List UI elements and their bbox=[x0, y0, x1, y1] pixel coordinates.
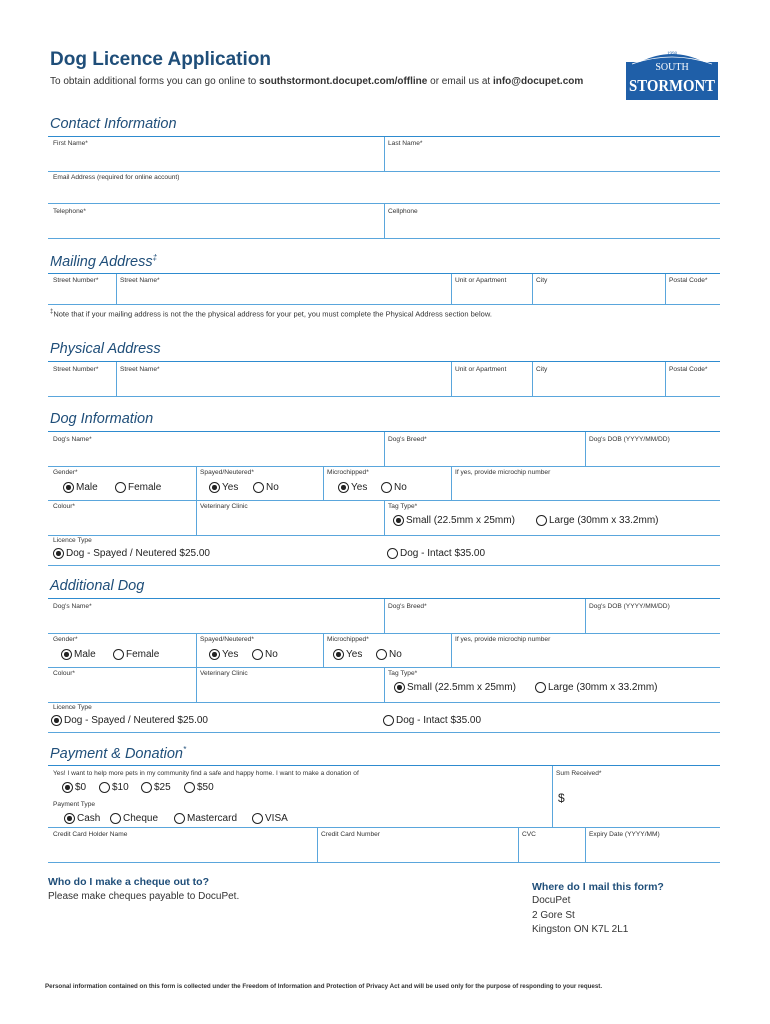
cheque-question: Who do I make a cheque out to? bbox=[48, 876, 210, 888]
dog2-microchip-number-field[interactable]: If yes, provide microchip number bbox=[455, 636, 551, 643]
payment-cheque-option[interactable]: Cheque bbox=[110, 813, 158, 824]
microchipped-no-option[interactable]: No bbox=[381, 482, 407, 493]
field-divider bbox=[116, 362, 117, 396]
row-line bbox=[48, 466, 720, 467]
cvc-field[interactable]: CVC bbox=[522, 831, 536, 838]
dog2-dob-field[interactable]: Dog's DOB (YYYY/MM/DD) bbox=[589, 603, 670, 610]
dog2-gender-male-option[interactable]: Male bbox=[61, 649, 96, 660]
payment-visa-option[interactable]: VISA bbox=[252, 813, 288, 824]
field-divider bbox=[585, 432, 586, 466]
spayed-yes-option[interactable]: Yes bbox=[209, 482, 238, 493]
dog-breed-field[interactable]: Dog's Breed* bbox=[388, 436, 427, 443]
radio-selected-icon[interactable] bbox=[333, 649, 344, 660]
row-line bbox=[48, 535, 720, 536]
field-divider bbox=[665, 274, 666, 304]
dog2-name-field[interactable]: Dog's Name* bbox=[53, 603, 92, 610]
expiry-date-field[interactable]: Expiry Date (YYYY/MM) bbox=[589, 831, 660, 838]
field-divider bbox=[196, 467, 197, 500]
mail-question: Where do I mail this form? bbox=[532, 881, 664, 893]
physical-divider bbox=[48, 361, 720, 362]
microchip-number-field[interactable]: If yes, provide microchip number bbox=[455, 469, 551, 476]
radio-icon[interactable] bbox=[535, 682, 546, 693]
radio-selected-icon[interactable] bbox=[338, 482, 349, 493]
radio-selected-icon[interactable] bbox=[53, 548, 64, 559]
tag-type-label: Tag Type* bbox=[388, 503, 418, 510]
dog2-spayed-yes-option[interactable]: Yes bbox=[209, 649, 238, 660]
dog2-tag-small-option[interactable]: Small (22.5mm x 25mm) bbox=[394, 682, 516, 693]
tag-large-option[interactable]: Large (30mm x 33.2mm) bbox=[536, 515, 658, 526]
privacy-disclaimer: Personal information contained on this form is collected under the Freedom of Information and Protection of Privacy Act and will be used only for the purpose of responding to your request. bbox=[45, 983, 603, 990]
donation-0-option[interactable]: $0 bbox=[62, 782, 86, 793]
field-divider bbox=[532, 362, 533, 396]
gender-label: Gender* bbox=[53, 469, 78, 476]
microchipped-label: Microchipped* bbox=[327, 469, 369, 476]
field-divider bbox=[196, 634, 197, 667]
donation-25-option[interactable]: $25 bbox=[141, 782, 171, 793]
field-divider bbox=[384, 599, 385, 633]
field-divider bbox=[384, 204, 385, 238]
field-divider bbox=[585, 599, 586, 633]
microchipped-yes-option[interactable]: Yes bbox=[338, 482, 367, 493]
dog2-microchipped-yes-option[interactable]: Yes bbox=[333, 649, 362, 660]
radio-selected-icon[interactable] bbox=[209, 649, 220, 660]
first-name-field[interactable]: First Name* bbox=[53, 140, 88, 147]
radio-icon[interactable] bbox=[99, 782, 110, 793]
cheque-answer: Please make cheques payable to DocuPet. bbox=[48, 891, 240, 902]
field-divider bbox=[384, 137, 385, 171]
gender-female-option[interactable]: Female bbox=[115, 482, 161, 493]
field-divider bbox=[451, 274, 452, 304]
card-number-field[interactable]: Credit Card Number bbox=[321, 831, 380, 838]
cellphone-field[interactable]: Cellphone bbox=[388, 208, 418, 215]
radio-icon[interactable] bbox=[536, 515, 547, 526]
radio-icon[interactable] bbox=[113, 649, 124, 660]
dog2-licence-spayed-option[interactable]: Dog - Spayed / Neutered $25.00 bbox=[51, 715, 208, 726]
radio-icon[interactable] bbox=[383, 715, 394, 726]
vet-clinic-field[interactable]: Veterinary Clinic bbox=[200, 503, 248, 510]
dog2-gender-label: Gender* bbox=[53, 636, 78, 643]
field-divider bbox=[323, 467, 324, 500]
mail-address-line2: 2 Gore St bbox=[532, 910, 575, 921]
field-divider bbox=[116, 274, 117, 304]
radio-selected-icon[interactable] bbox=[63, 482, 74, 493]
sum-received-label: Sum Received* bbox=[556, 770, 602, 777]
field-divider bbox=[323, 634, 324, 667]
dog2-tag-large-option[interactable]: Large (30mm x 33.2mm) bbox=[535, 682, 657, 693]
intro-text: To obtain additional forms you can go online to southstormont.docupet.com/offline or email us at info@docupet.com bbox=[50, 76, 584, 87]
last-name-field[interactable]: Last Name* bbox=[388, 140, 423, 147]
dog2-colour-field[interactable]: Colour* bbox=[53, 670, 75, 677]
radio-selected-icon[interactable] bbox=[51, 715, 62, 726]
row-line bbox=[48, 396, 720, 397]
payment-type-label: Payment Type bbox=[53, 801, 96, 808]
licence-intact-option[interactable]: Dog - Intact $35.00 bbox=[387, 548, 485, 559]
telephone-field[interactable]: Telephone* bbox=[53, 208, 86, 215]
dog2-licence-intact-option[interactable]: Dog - Intact $35.00 bbox=[383, 715, 481, 726]
radio-selected-icon[interactable] bbox=[61, 649, 72, 660]
physical-section-title: Physical Address bbox=[50, 341, 161, 357]
donation-label: Yes! I want to help more pets in my community find a safe and happy home. I want to make a donation of bbox=[53, 770, 359, 777]
dog2-gender-female-option[interactable]: Female bbox=[113, 649, 159, 660]
field-divider bbox=[451, 362, 452, 396]
dog2-vet-clinic-field[interactable]: Veterinary Clinic bbox=[200, 670, 248, 677]
licence-spayed-option[interactable]: Dog - Spayed / Neutered $25.00 bbox=[53, 548, 210, 559]
mailing-section-title: Mailing Address‡ bbox=[50, 253, 158, 270]
additional-dog-section-title: Additional Dog bbox=[50, 578, 145, 594]
radio-icon[interactable] bbox=[115, 482, 126, 493]
row-line bbox=[48, 827, 720, 828]
logo-south: SOUTH bbox=[655, 62, 689, 73]
licence-type-label: Licence Type bbox=[53, 537, 92, 544]
field-divider bbox=[451, 634, 452, 667]
radio-selected-icon[interactable] bbox=[394, 682, 405, 693]
spayed-label: Spayed/Neutered* bbox=[200, 469, 254, 476]
sum-received-field[interactable]: $ bbox=[558, 791, 565, 805]
mailing-divider bbox=[48, 273, 720, 274]
card-holder-field[interactable]: Credit Card Holder Name bbox=[53, 831, 128, 838]
radio-icon[interactable] bbox=[174, 813, 185, 824]
dog2-microchipped-no-option[interactable]: No bbox=[376, 649, 402, 660]
radio-icon[interactable] bbox=[252, 649, 263, 660]
payment-divider bbox=[48, 765, 720, 766]
row-line bbox=[48, 732, 720, 733]
logo-year: 1998 bbox=[667, 52, 677, 57]
field-divider bbox=[196, 668, 197, 702]
field-divider bbox=[384, 501, 385, 535]
radio-icon[interactable] bbox=[110, 813, 121, 824]
dog2-spayed-label: Spayed/Neutered* bbox=[200, 636, 254, 643]
row-line bbox=[48, 862, 720, 863]
spayed-no-option[interactable]: No bbox=[253, 482, 279, 493]
email-link[interactable]: info@docupet.com bbox=[492, 76, 584, 87]
radio-icon[interactable] bbox=[252, 813, 263, 824]
payment-mastercard-option[interactable]: Mastercard bbox=[174, 813, 237, 824]
contact-section-title: Contact Information bbox=[50, 116, 177, 132]
logo-stormont: STORMONT bbox=[629, 76, 716, 95]
field-divider bbox=[451, 467, 452, 500]
dog2-breed-field[interactable]: Dog's Breed* bbox=[388, 603, 427, 610]
radio-selected-icon[interactable] bbox=[62, 782, 73, 793]
physical-street-number-field[interactable]: Street Number* bbox=[53, 366, 99, 373]
radio-icon[interactable] bbox=[141, 782, 152, 793]
form-title: Dog Licence Application bbox=[50, 49, 271, 70]
physical-unit-field[interactable]: Unit or Apartment bbox=[455, 366, 507, 373]
mailing-street-name-field[interactable]: Street Name* bbox=[120, 277, 160, 284]
mailing-city-field[interactable]: City bbox=[536, 277, 548, 284]
row-line bbox=[48, 304, 720, 305]
dog2-microchipped-label: Microchipped* bbox=[327, 636, 369, 643]
mailing-unit-field[interactable]: Unit or Apartment bbox=[455, 277, 507, 284]
field-divider bbox=[665, 362, 666, 396]
radio-selected-icon[interactable] bbox=[393, 515, 404, 526]
row-line bbox=[48, 171, 720, 172]
field-divider bbox=[196, 501, 197, 535]
row-line bbox=[48, 633, 720, 634]
dog-section-title: Dog Information bbox=[50, 411, 154, 427]
field-divider bbox=[384, 668, 385, 702]
tag-small-option[interactable]: Small (22.5mm x 25mm) bbox=[393, 515, 515, 526]
radio-icon[interactable] bbox=[376, 649, 387, 660]
radio-icon[interactable] bbox=[184, 782, 195, 793]
mail-address-line3: Kingston ON K7L 2L1 bbox=[532, 924, 629, 935]
payment-section-title: Payment & Donation* bbox=[50, 745, 187, 762]
field-divider bbox=[532, 274, 533, 304]
mail-address-line1: DocuPet bbox=[532, 895, 571, 906]
radio-icon[interactable] bbox=[253, 482, 264, 493]
south-stormont-logo bbox=[620, 44, 720, 100]
payment-cash-option[interactable]: Cash bbox=[64, 813, 100, 824]
email-field[interactable]: Email Address (required for online account) bbox=[53, 174, 180, 181]
radio-icon[interactable] bbox=[381, 482, 392, 493]
colour-field[interactable]: Colour* bbox=[53, 503, 75, 510]
gender-male-option[interactable]: Male bbox=[63, 482, 98, 493]
donation-10-option[interactable]: $10 bbox=[99, 782, 129, 793]
field-divider bbox=[384, 432, 385, 466]
mailing-postal-field[interactable]: Postal Code* bbox=[669, 277, 708, 284]
field-divider bbox=[317, 828, 318, 862]
dog2-spayed-no-option[interactable]: No bbox=[252, 649, 278, 660]
radio-selected-icon[interactable] bbox=[64, 813, 75, 824]
row-line bbox=[48, 238, 720, 239]
physical-city-field[interactable]: City bbox=[536, 366, 548, 373]
physical-street-name-field[interactable]: Street Name* bbox=[120, 366, 160, 373]
donation-50-option[interactable]: $50 bbox=[184, 782, 214, 793]
row-line bbox=[48, 702, 720, 703]
mailing-street-number-field[interactable]: Street Number* bbox=[53, 277, 99, 284]
radio-icon[interactable] bbox=[387, 548, 398, 559]
dog2-licence-type-label: Licence Type bbox=[53, 704, 92, 711]
physical-postal-field[interactable]: Postal Code* bbox=[669, 366, 708, 373]
dog-name-field[interactable]: Dog's Name* bbox=[53, 436, 92, 443]
field-divider bbox=[518, 828, 519, 862]
radio-selected-icon[interactable] bbox=[209, 482, 220, 493]
dog-dob-field[interactable]: Dog's DOB (YYYY/MM/DD) bbox=[589, 436, 670, 443]
field-divider bbox=[552, 766, 553, 827]
dog2-tag-type-label: Tag Type* bbox=[388, 670, 418, 677]
field-divider bbox=[585, 828, 586, 862]
mailing-note: ‡Note that if your mailing address is not the the physical address for your pet, you must complete the Physical Address section below. bbox=[50, 309, 492, 319]
row-line bbox=[48, 565, 720, 566]
online-url-link[interactable]: southstormont.docupet.com/offline bbox=[259, 76, 428, 87]
